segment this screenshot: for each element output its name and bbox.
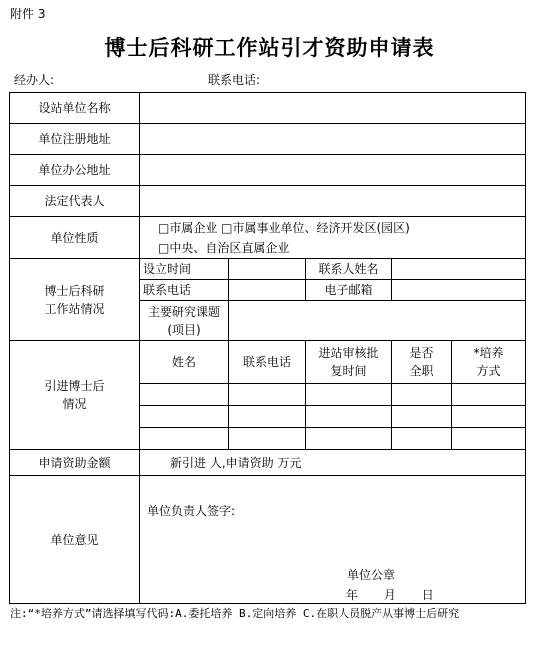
col-phone-header: 联系电话	[229, 341, 306, 384]
col-method-line-2: 方式	[476, 364, 501, 378]
postdoc-3-name[interactable]	[140, 428, 229, 450]
unit-opinion-label: 单位意见	[10, 476, 140, 604]
office-address-label: 单位办公地址	[10, 155, 140, 186]
registered-address-field[interactable]	[140, 124, 526, 155]
contact-phone-label: 联系电话:	[208, 73, 261, 87]
registered-address-label: 单位注册地址	[10, 124, 140, 155]
unit-opinion-field[interactable]	[140, 476, 526, 604]
station-phone-field[interactable]	[229, 280, 306, 301]
unit-nature-options	[140, 217, 526, 259]
col-fulltime-header	[392, 341, 452, 384]
postdoc-3-method[interactable]	[452, 428, 526, 450]
setup-time-label: 设立时间	[140, 259, 229, 280]
postdoc-3-review-time[interactable]	[306, 428, 392, 450]
operator-label: 经办人:	[14, 73, 55, 87]
postdoc-2-review-time[interactable]	[306, 406, 392, 428]
footnote: 注:“*培养方式”请选择填写代码:A.委托培养 B.定向培养 C.在职人员脱产从事博士后研究	[10, 607, 460, 620]
row-unit-name	[10, 93, 526, 124]
row-postdoc-header	[10, 341, 526, 384]
unit-nature-label: 单位性质	[10, 217, 140, 259]
col-fulltime-line-1: 是否	[409, 346, 434, 360]
col-method-line-1: *培养	[473, 346, 504, 360]
seal-label: 单位公章	[347, 568, 396, 582]
row-unit-opinion	[10, 476, 526, 604]
email-field[interactable]	[392, 280, 526, 301]
nature-option-line-2[interactable]: □中央、自治区直属企业	[158, 240, 290, 255]
research-topic-label-line-1: 主要研究课题	[147, 304, 220, 319]
contact-name-label: 联系人姓名	[306, 259, 392, 280]
contact-name-field[interactable]	[392, 259, 526, 280]
unit-name-label: 设站单位名称	[10, 93, 140, 124]
funding-label: 申请资助金额	[10, 450, 140, 476]
row-registered-address	[10, 124, 526, 155]
legal-rep-field[interactable]	[140, 186, 526, 217]
nature-option-line-1[interactable]: □市属企业 □市属事业单位、经济开发区(园区)	[158, 220, 410, 235]
station-info-label-line-2: 工作站情况	[44, 301, 105, 316]
postdoc-1-review-time[interactable]	[306, 384, 392, 406]
postdoc-1-fulltime[interactable]	[392, 384, 452, 406]
col-fulltime-line-2: 全职	[409, 364, 434, 378]
row-unit-nature	[10, 217, 526, 259]
legal-rep-label: 法定代表人	[10, 186, 140, 217]
postdoc-intro-label-line-2: 情况	[62, 397, 87, 411]
signature-label: 单位负责人签字:	[147, 504, 236, 518]
station-phone-label: 联系电话	[140, 280, 229, 301]
row-legal-rep	[10, 186, 526, 217]
page-title: 博士后科研工作站引才资助申请表	[104, 35, 435, 60]
attachment-label: 附件 3	[10, 7, 46, 21]
postdoc-2-name[interactable]	[140, 406, 229, 428]
col-method-header	[452, 341, 526, 384]
application-form-table	[9, 92, 526, 604]
col-name-header: 姓名	[140, 341, 229, 384]
row-office-address	[10, 155, 526, 186]
funding-text[interactable]: 新引进 人,申请资助 万元	[140, 450, 526, 476]
postdoc-1-phone[interactable]	[229, 384, 306, 406]
col-review-time-header	[306, 341, 392, 384]
setup-time-field[interactable]	[229, 259, 306, 280]
postdoc-intro-label-line-1: 引进博士后	[44, 379, 105, 393]
postdoc-1-method[interactable]	[452, 384, 526, 406]
station-info-label-line-1: 博士后科研	[44, 283, 105, 298]
col-review-time-line-1: 进站审核批	[318, 346, 379, 360]
research-topic-label-line-2: (项目)	[167, 322, 201, 337]
row-funding	[10, 450, 526, 476]
postdoc-3-phone[interactable]	[229, 428, 306, 450]
row-station-setup	[10, 259, 526, 280]
date-day: 日	[421, 588, 434, 602]
postdoc-2-phone[interactable]	[229, 406, 306, 428]
research-topic-label	[140, 301, 229, 341]
postdoc-1-name[interactable]	[140, 384, 229, 406]
office-address-field[interactable]	[140, 155, 526, 186]
postdoc-2-fulltime[interactable]	[392, 406, 452, 428]
email-label: 电子邮箱	[306, 280, 392, 301]
col-review-time-line-2: 复时间	[330, 364, 367, 378]
date-line	[346, 586, 434, 604]
postdoc-intro-label	[10, 341, 140, 450]
date-month: 月	[383, 588, 396, 602]
postdoc-2-method[interactable]	[452, 406, 526, 428]
unit-name-field[interactable]	[140, 93, 526, 124]
station-info-label	[10, 259, 140, 341]
postdoc-3-fulltime[interactable]	[392, 428, 452, 450]
date-year: 年	[346, 588, 359, 602]
research-topic-field[interactable]	[229, 301, 526, 341]
